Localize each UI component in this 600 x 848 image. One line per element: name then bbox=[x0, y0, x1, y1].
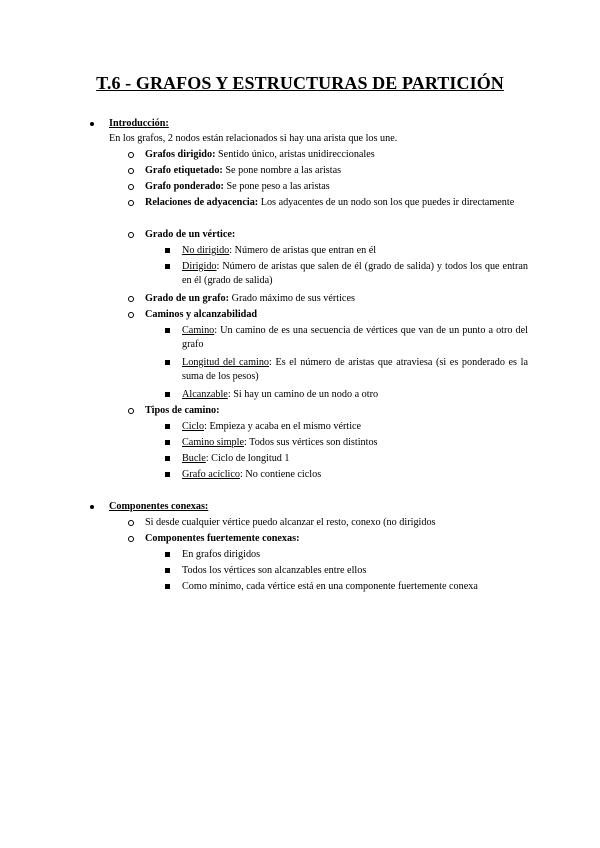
bullet-circle bbox=[128, 312, 134, 318]
bullet-square bbox=[165, 264, 170, 269]
list-item: Grafos dirigido: Sentido único, aristas unidireccionales bbox=[145, 149, 375, 160]
list-item: Grado de un grafo: Grado máximo de sus vértices bbox=[145, 293, 355, 304]
list-item: Tipos de camino: bbox=[145, 405, 220, 416]
list-item: Alcanzable: Si hay un camino de un nodo a otro bbox=[182, 389, 379, 400]
bullet-dot bbox=[90, 122, 94, 126]
page-title: T.6 - GRAFOS Y ESTRUCTURAS DE PARTICIÓN bbox=[96, 73, 504, 93]
bullet-circle bbox=[128, 296, 134, 302]
section-heading-conexas: Componentes conexas: bbox=[109, 501, 209, 512]
list-item: Todos los vértices son alcanzables entre ellos bbox=[182, 565, 367, 576]
list-item: Dirigido: Número de aristas que salen de él (grado de salida) y todos los que entran en él (grado de salida) bbox=[182, 261, 528, 286]
bullet-circle bbox=[128, 408, 134, 414]
bullet-square bbox=[165, 552, 170, 557]
list-item: Grafo ponderado: Se pone peso a las aristas bbox=[145, 181, 330, 192]
bullet-circle bbox=[128, 184, 134, 190]
list-item: Componentes fuertemente conexas: bbox=[145, 533, 300, 544]
bullet-square bbox=[165, 392, 170, 397]
bullet-circle bbox=[128, 152, 134, 158]
list-item: Grado de un vértice: bbox=[145, 229, 236, 240]
list-item: No dirigido: Número de aristas que entran en él bbox=[182, 245, 377, 256]
list-item: Relaciones de adyacencia: Los adyacentes de un nodo son los que puedes ir directamente bbox=[145, 197, 515, 208]
bullet-square bbox=[165, 440, 170, 445]
bullet-circle bbox=[128, 232, 134, 238]
bullet-square bbox=[165, 584, 170, 589]
bullet-square bbox=[165, 456, 170, 461]
list-item: Camino simple: Todos sus vértices son distintos bbox=[182, 437, 378, 448]
list-item: Grafo acíclico: No contiene ciclos bbox=[182, 469, 322, 480]
list-item: Camino: Un camino de es una secuencia de vértices que van de un punto a otro del grafo bbox=[182, 325, 528, 350]
list-item: Ciclo: Empieza y acaba en el mismo vértice bbox=[182, 421, 362, 432]
list-item: Grafo etiquetado: Se pone nombre a las aristas bbox=[145, 165, 342, 176]
bullet-square bbox=[165, 424, 170, 429]
list-item: En grafos dirigidos bbox=[182, 549, 261, 560]
bullet-circle bbox=[128, 536, 134, 542]
bullet-dot bbox=[90, 505, 94, 509]
bullet-square bbox=[165, 472, 170, 477]
list-item: Como mínimo, cada vértice está en una componente fuertemente conexa bbox=[182, 581, 478, 592]
intro-text: En los grafos, 2 nodos están relacionados si hay una arista que los une. bbox=[109, 133, 398, 144]
section-heading-intro: Introducción: bbox=[109, 118, 169, 129]
list-item: Si desde cualquier vértice puedo alcanzar el resto, conexo (no dirigidos bbox=[145, 517, 436, 528]
bullet-square bbox=[165, 360, 170, 365]
bullet-square bbox=[165, 248, 170, 253]
bullet-circle bbox=[128, 168, 134, 174]
bullet-square bbox=[165, 328, 170, 333]
list-item: Longitud del camino: Es el número de aristas que atraviesa (si es ponderado es la suma de los pesos) bbox=[182, 357, 528, 382]
bullet-circle bbox=[128, 200, 134, 206]
list-item: Bucle: Ciclo de longitud 1 bbox=[182, 453, 290, 464]
bullet-circle bbox=[128, 520, 134, 526]
list-item: Caminos y alcanzabilidad bbox=[145, 309, 258, 320]
bullet-square bbox=[165, 568, 170, 573]
